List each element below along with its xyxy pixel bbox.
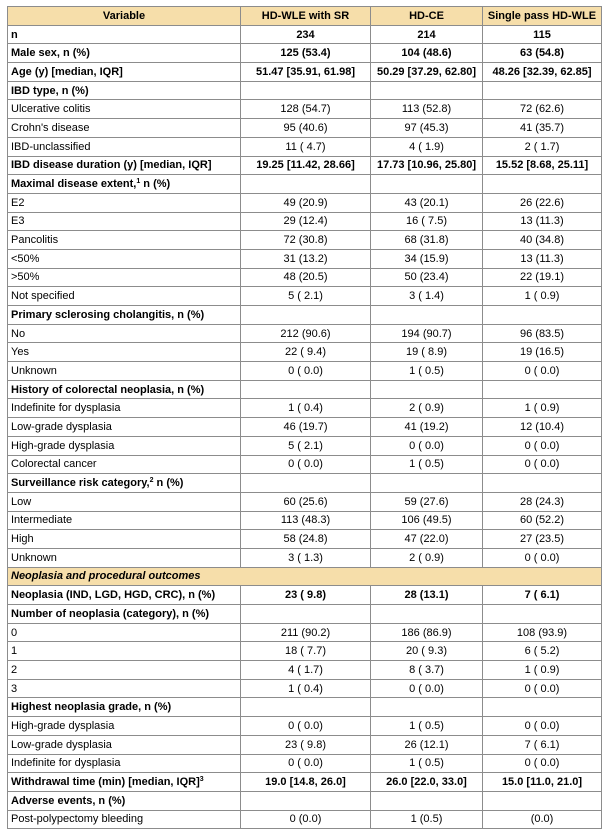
row-label [8,175,241,194]
row-label [8,81,241,100]
table-cell: 13 (11.3) [483,249,602,268]
row-label-text: Male sex, n (%) [11,47,90,60]
footnote-marker: 1 [136,178,141,186]
table-row [8,156,602,175]
table-row [8,754,602,773]
table-row [8,212,602,231]
table-cell: (0.0) [483,810,602,829]
empty-cell [241,474,371,493]
table-cell: 59 (27.6) [371,492,483,511]
table-cell: 214 [371,25,483,44]
table-row [8,717,602,736]
row-label [8,100,241,119]
empty-cell [241,698,371,717]
table-cell: 26 (12.1) [371,735,483,754]
empty-cell [371,306,483,325]
footnote-marker: 2 [149,477,154,485]
table-cell: 2 ( 1.7) [483,137,602,156]
row-label-text: Low-grade dysplasia [11,420,112,433]
table-cell: 1 (0.5) [371,810,483,829]
row-label [8,212,241,231]
empty-cell [483,791,602,810]
table-cell: 49 (20.9) [241,193,371,212]
table-cell: 95 (40.6) [241,119,371,138]
table-cell: 1 ( 0.9) [483,287,602,306]
header-variable: Variable [8,7,241,26]
table-cell: 20 ( 9.3) [371,642,483,661]
row-label-text: 0 [11,626,18,639]
row-label-text: IBD disease duration (y) [median, IQR] [11,159,212,172]
table-cell: 1 ( 0.9) [483,661,602,680]
row-label [8,44,241,63]
row-label [8,362,241,381]
row-label [8,380,241,399]
row-label-text: E2 [11,196,25,209]
table-cell: 51.47 [35.91, 61.98] [241,63,371,82]
table-cell: 50 (23.4) [371,268,483,287]
table-cell: 43 (20.1) [371,193,483,212]
table-cell: 108 (93.9) [483,623,602,642]
table-cell: 29 (12.4) [241,212,371,231]
table-cell: 26.0 [22.0, 33.0] [371,773,483,792]
table-cell: 0 ( 0.0) [241,362,371,381]
table-cell: 47 (22.0) [371,530,483,549]
row-label-text: History of colorectal neoplasia, n (%) [11,383,205,396]
subheading-row [8,605,602,624]
table-cell: 0 ( 0.0) [371,679,483,698]
empty-cell [483,605,602,624]
table-cell: 0 ( 0.0) [483,455,602,474]
row-label-text: <50% [11,252,40,265]
footnote-marker: 3 [199,776,204,784]
table-cell: 0 ( 0.0) [483,362,602,381]
table-cell: 5 ( 2.1) [241,287,371,306]
table-row [8,586,602,605]
row-label-text: Not specified [11,290,75,303]
empty-cell [371,605,483,624]
empty-cell [241,306,371,325]
table-cell: 7 ( 6.1) [483,586,602,605]
subheading-row [8,175,602,194]
table-cell: 2 ( 0.9) [371,548,483,567]
row-label [8,586,241,605]
row-label [8,268,241,287]
row-label-text: Indefinite for dysplasia [11,402,121,415]
table-row [8,287,602,306]
row-label-text: Intermediate [11,514,73,527]
row-label-text: Neoplasia and procedural outcomes [11,570,201,583]
row-label-text: E3 [11,215,25,228]
row-label [8,642,241,661]
table-row [8,362,602,381]
row-label [8,810,241,829]
row-label-text: Colorectal cancer [11,458,97,471]
empty-cell [371,474,483,493]
table-cell: 26 (22.6) [483,193,602,212]
table-cell: 4 ( 1.7) [241,661,371,680]
table-row [8,661,602,680]
row-label-text: Yes [11,346,29,359]
row-label [8,137,241,156]
table-cell: 60 (25.6) [241,492,371,511]
row-label-text: Pancolitis [11,234,59,247]
row-label-text: IBD-unclassified [11,140,91,153]
table-cell: 4 ( 1.9) [371,137,483,156]
row-label-text: Highest neoplasia grade, n (%) [11,701,172,714]
table-cell: 5 ( 2.1) [241,436,371,455]
empty-cell [483,175,602,194]
empty-cell [241,791,371,810]
empty-cell [371,175,483,194]
row-label-text: Neoplasia (IND, LGD, HGD, CRC), n (%) [11,589,216,602]
table-cell: 63 (54.8) [483,44,602,63]
row-label-text: Unknown [11,364,57,377]
section-row [8,567,602,586]
subheading-row [8,791,602,810]
row-label-text: Number of neoplasia (category), n (%) [11,607,210,620]
table-cell: 1 ( 0.5) [371,455,483,474]
row-label-text: Primary sclerosing cholangitis, n (%) [11,308,205,321]
table-row [8,548,602,567]
row-label [8,231,241,250]
table-row [8,642,602,661]
empty-cell [483,698,602,717]
table-cell: 2 ( 0.9) [371,399,483,418]
table-cell: 46 (19.7) [241,418,371,437]
empty-cell [483,306,602,325]
row-label-text: High [11,533,34,546]
table-row [8,100,602,119]
row-label [8,679,241,698]
table-cell: 0 ( 0.0) [371,436,483,455]
table-row [8,492,602,511]
row-label [8,455,241,474]
table-cell: 104 (48.6) [371,44,483,63]
table-cell: 0 ( 0.0) [483,436,602,455]
table-row [8,44,602,63]
row-label [8,754,241,773]
row-label-text: Ulcerative colitis [11,103,91,116]
table-cell: 1 ( 0.4) [241,399,371,418]
table-cell: 0 ( 0.0) [483,717,602,736]
table-cell: 234 [241,25,371,44]
table-cell: 19.25 [11.42, 28.66] [241,156,371,175]
table-cell: 22 (19.1) [483,268,602,287]
table-cell: 113 (48.3) [241,511,371,530]
subheading-row [8,306,602,325]
table-cell: 0 ( 0.0) [241,455,371,474]
table-cell: 48.26 [32.39, 62.85] [483,63,602,82]
row-label-suffix: n (%) [153,477,184,490]
row-label-text: Adverse events, n (%) [11,794,126,807]
table-cell: 1 ( 0.5) [371,717,483,736]
table-row [8,193,602,212]
row-label [8,63,241,82]
table-cell: 128 (54.7) [241,100,371,119]
row-label-text: Surveillance risk category, [11,477,150,490]
row-label [8,193,241,212]
row-label-text: 1 [11,645,18,658]
empty-cell [371,791,483,810]
table-row [8,530,602,549]
row-label-text: Crohn's disease [11,121,90,134]
table-row [8,511,602,530]
table-cell: 72 (62.6) [483,100,602,119]
header-single-pass: Single pass HD-WLE [483,7,602,26]
table-row [8,231,602,250]
table-row [8,63,602,82]
table-cell: 1 ( 0.4) [241,679,371,698]
table-row [8,436,602,455]
table-body [8,25,602,829]
table-row [8,137,602,156]
table-cell: 31 (13.2) [241,249,371,268]
empty-cell [483,380,602,399]
empty-cell [241,81,371,100]
row-label-text: No [11,327,26,340]
row-label [8,25,241,44]
row-label [8,698,241,717]
table-cell: 211 (90.2) [241,623,371,642]
row-label [8,530,241,549]
table-cell: 50.29 [37.29, 62.80] [371,63,483,82]
table-cell: 96 (83.5) [483,324,602,343]
table-cell: 7 ( 6.1) [483,735,602,754]
row-label [8,156,241,175]
table-cell: 17.73 [10.96, 25.80] [371,156,483,175]
row-label [8,418,241,437]
table-cell: 41 (19.2) [371,418,483,437]
row-label [8,343,241,362]
table-cell: 97 (45.3) [371,119,483,138]
row-label-text: IBD type, n (%) [11,84,89,97]
empty-cell [241,380,371,399]
table-cell: 212 (90.6) [241,324,371,343]
row-label [8,306,241,325]
table-cell: 194 (90.7) [371,324,483,343]
empty-cell [483,474,602,493]
subheading-row [8,81,602,100]
table-cell: 15.52 [8.68, 25.11] [483,156,602,175]
table-cell: 0 ( 0.0) [483,548,602,567]
table-cell: 0 (0.0) [241,810,371,829]
table-cell: 41 (35.7) [483,119,602,138]
row-label-text: Unknown [11,551,57,564]
subheading-row [8,474,602,493]
row-label [8,492,241,511]
table-cell: 1 ( 0.5) [371,754,483,773]
table-cell: 18 ( 7.7) [241,642,371,661]
row-label [8,623,241,642]
table-cell: 0 ( 0.0) [483,679,602,698]
table-cell: 125 (53.4) [241,44,371,63]
table-cell: 22 ( 9.4) [241,343,371,362]
table-cell: 8 ( 3.7) [371,661,483,680]
empty-cell [371,698,483,717]
empty-cell [371,380,483,399]
table-row [8,418,602,437]
table-row [8,623,602,642]
table-cell: 12 (10.4) [483,418,602,437]
row-label [8,399,241,418]
table-cell: 0 ( 0.0) [483,754,602,773]
table-cell: 34 (15.9) [371,249,483,268]
table-cell: 19 (16.5) [483,343,602,362]
row-label-text: Withdrawal time (min) [median, IQR] [11,776,200,789]
table-cell: 60 (52.2) [483,511,602,530]
table-cell: 113 (52.8) [371,100,483,119]
header-hd-wle-sr: HD-WLE with SR [241,7,371,26]
row-label [8,567,602,586]
table-cell: 186 (86.9) [371,623,483,642]
row-label [8,791,241,810]
table-row [8,249,602,268]
row-label [8,548,241,567]
table-row [8,268,602,287]
table-cell: 23 ( 9.8) [241,586,371,605]
table-cell: 40 (34.8) [483,231,602,250]
row-label [8,717,241,736]
table-row [8,119,602,138]
row-label-text: n [11,28,18,41]
table-cell: 1 ( 0.9) [483,399,602,418]
table-cell: 68 (31.8) [371,231,483,250]
row-label [8,661,241,680]
row-label-text: Low-grade dysplasia [11,738,112,751]
table-cell: 72 (30.8) [241,231,371,250]
row-label-suffix: n (%) [140,178,171,191]
row-label-text: Post-polypectomy bleeding [11,813,144,826]
empty-cell [241,175,371,194]
table-cell: 15.0 [11.0, 21.0] [483,773,602,792]
table-row [8,455,602,474]
table-cell: 27 (23.5) [483,530,602,549]
table-row [8,324,602,343]
empty-cell [371,81,483,100]
table-cell: 16 ( 7.5) [371,212,483,231]
table-cell: 19 ( 8.9) [371,343,483,362]
subheading-row [8,380,602,399]
row-label-text: High-grade dysplasia [11,439,115,452]
row-label [8,119,241,138]
empty-cell [483,81,602,100]
row-label-text: Low [11,495,32,508]
table-row [8,735,602,754]
table-cell: 58 (24.8) [241,530,371,549]
row-label [8,605,241,624]
row-label [8,511,241,530]
row-label [8,324,241,343]
row-label-text: Age (y) [median, IQR] [11,65,123,78]
table-cell: 0 ( 0.0) [241,754,371,773]
table-cell: 6 ( 5.2) [483,642,602,661]
row-label [8,773,241,792]
baseline-characteristics-table [7,6,602,829]
header-hd-ce: HD-CE [371,7,483,26]
row-label-text: Indefinite for dysplasia [11,757,121,770]
table-cell: 11 ( 4.7) [241,137,371,156]
table-row [8,25,602,44]
table-cell: 28 (24.3) [483,492,602,511]
row-label-text: High-grade dysplasia [11,719,115,732]
table-cell: 1 ( 0.5) [371,362,483,381]
row-label [8,249,241,268]
table-cell: 0 ( 0.0) [241,717,371,736]
table-cell: 106 (49.5) [371,511,483,530]
table-row [8,773,602,792]
table-cell: 115 [483,25,602,44]
table-header-row [8,7,602,26]
table-cell: 28 (13.1) [371,586,483,605]
table-row [8,679,602,698]
table-cell: 3 ( 1.3) [241,548,371,567]
table-cell: 13 (11.3) [483,212,602,231]
row-label [8,287,241,306]
row-label [8,735,241,754]
table-row [8,399,602,418]
table-row [8,810,602,829]
row-label-text: 2 [11,663,18,676]
table-row [8,343,602,362]
table-cell: 23 ( 9.8) [241,735,371,754]
row-label-text: >50% [11,271,40,284]
table-cell: 3 ( 1.4) [371,287,483,306]
subheading-row [8,698,602,717]
table-cell: 48 (20.5) [241,268,371,287]
row-label [8,474,241,493]
empty-cell [241,605,371,624]
row-label-text: Maximal disease extent, [11,178,137,191]
table-cell: 19.0 [14.8, 26.0] [241,773,371,792]
row-label-text: 3 [11,682,18,695]
row-label [8,436,241,455]
